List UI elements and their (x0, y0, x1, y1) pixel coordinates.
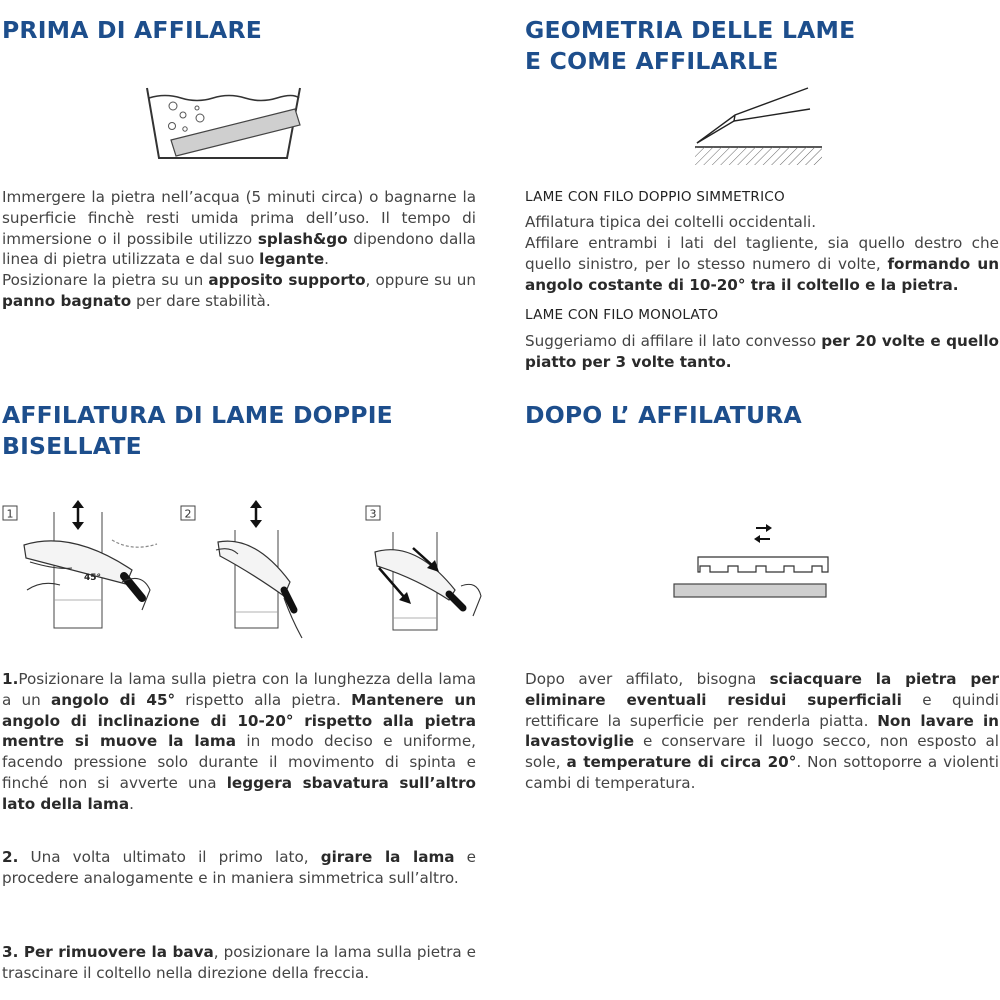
step-number: 3 (369, 507, 377, 521)
prima-paragraph-1 (2, 187, 476, 270)
bold-text: a temperature di circa 20° (566, 753, 797, 772)
stone-hatch (695, 147, 822, 165)
geometria-paragraph-1 (525, 212, 999, 233)
text-run: dipendono dalla linea di pietra utilizzata e dal suo (2, 229, 476, 269)
text-run: . (129, 794, 134, 813)
flattening-illustration (670, 520, 830, 602)
bold-text: per 20 volte e quello piatto per 3 volte tanto. (525, 332, 999, 371)
text-run: Immergere la pietra nell’acqua (5 minuti circa) o bagnarne la superficie finchè resti umida prima dell’uso. Il tempo di immersione o il possibile utilizzo (2, 188, 476, 248)
bold-text: angolo di 45° (50, 690, 176, 709)
bold-text: legante (259, 250, 325, 269)
bold-text: leggera sbavatura sull’altro lato della lama (2, 773, 476, 813)
bold-text: Mantenere un angolo di inclinazione di 10-20° rispetto alla pietra mentre si muove la lama (2, 690, 477, 751)
bold-text: 3. Per rimuovere la bava (2, 943, 214, 961)
text-run: in modo deciso e uniforme, facendo pressione solo durante il movimento di spinta e finché non si avverte una (2, 732, 476, 792)
affilatura-step-3-text (2, 942, 476, 984)
text-run: . (324, 250, 329, 269)
step-3-illustration (365, 500, 495, 640)
step-number: 2 (184, 507, 192, 521)
section-title-dopo: DOPO L’ AFFILATURA (525, 401, 802, 429)
text-run: Posizionare la lama sulla pietra con la lunghezza della lama a un (2, 670, 476, 709)
text-run: , posizionare la lama sulla pietra e trascinare il coltello nella direzione della freccia. (2, 943, 477, 982)
bold-text: sciacquare la pietra per eliminare eventuali residui superficiali (525, 670, 999, 709)
up-down-arrow-icon (250, 500, 262, 528)
text-run: , oppure su un (365, 271, 476, 289)
section-title-geometria (525, 15, 855, 77)
title-line-2: BISELLATE (2, 432, 142, 460)
section-title-prima: PRIMA DI AFFILARE (2, 16, 262, 44)
bold-text: 1. (2, 670, 19, 688)
geometria-paragraph-2 (525, 233, 999, 295)
text-run: e conservare il luogo secco, non esposto al sole, (525, 732, 999, 772)
up-down-arrow-icon (72, 500, 84, 530)
text-run: Dopo aver affilato, bisogna (525, 670, 770, 688)
knife-blade (375, 550, 455, 600)
bold-text: 2. (2, 848, 19, 866)
prima-paragraph-2 (2, 270, 476, 312)
bold-text: formando un angolo costante di 10-20° tra il coltello e la pietra. (525, 254, 1000, 294)
bold-text: splash&go (257, 229, 348, 248)
text-run: rispetto alla pietra. (175, 690, 352, 709)
swap-arrows-icon (754, 524, 772, 543)
bubbles-icon (169, 102, 205, 131)
text-run: per dare stabilità. (131, 291, 271, 310)
bold-text: panno bagnato (2, 291, 132, 310)
whetstone (171, 109, 300, 156)
stone-in-water-illustration (145, 82, 305, 162)
water-line (149, 96, 299, 101)
knife-handle (449, 594, 463, 608)
text-run: e procedere analogamente e in maniera simmetrica sull’altro. (2, 848, 477, 887)
angle-label: 45° (84, 573, 102, 583)
blade-geometry-illustration (690, 85, 825, 170)
text-run: Suggeriamo di affilare il lato convesso (525, 332, 822, 350)
step-2-illustration (180, 500, 345, 640)
text-run: Una volta ultimato il primo lato, (18, 848, 321, 866)
knife-blade (24, 541, 132, 584)
subtitle-monolato: LAME CON FILO MONOLATO (525, 307, 719, 323)
bold-text: apposito supporto (208, 271, 366, 289)
dopo-paragraph (525, 669, 999, 794)
geometria-paragraph-3 (525, 331, 999, 373)
text-run: Posizionare la pietra su un (2, 271, 209, 289)
text-run: . Non sottoporre a violenti cambi di temperatura. (525, 753, 999, 792)
motion-curve (112, 540, 157, 547)
step-number: 1 (6, 507, 14, 521)
title-line-1: AFFILATURA DI LAME DOPPIE (2, 401, 393, 429)
bold-text: Non lavare in lavastoviglie (525, 711, 999, 751)
blade-profile (697, 88, 810, 143)
subtitle-doppio: LAME CON FILO DOPPIO SIMMETRICO (525, 189, 785, 205)
text-run: Affilare entrambi i lati del tagliente, sia quello destro che quello sinistro, per lo stesso numero di volte, (525, 234, 999, 273)
title-line-1: GEOMETRIA DELLE LAME (525, 16, 856, 44)
bold-text: girare la lama (320, 848, 455, 866)
whetstone (674, 584, 826, 597)
affilatura-step-1-text (2, 669, 476, 815)
text-run: e quindi rettificare la superficie per renderla piatta. (525, 690, 999, 730)
affilatura-step-2-text (2, 847, 476, 889)
knife-handle (284, 590, 294, 610)
text-run: Affilatura tipica dei coltelli occidentali. (525, 213, 817, 231)
title-line-2: E COME AFFILARLE (525, 47, 779, 75)
section-title-affilatura (2, 400, 393, 462)
step-1-illustration (2, 500, 167, 640)
flattening-plate (698, 557, 828, 572)
